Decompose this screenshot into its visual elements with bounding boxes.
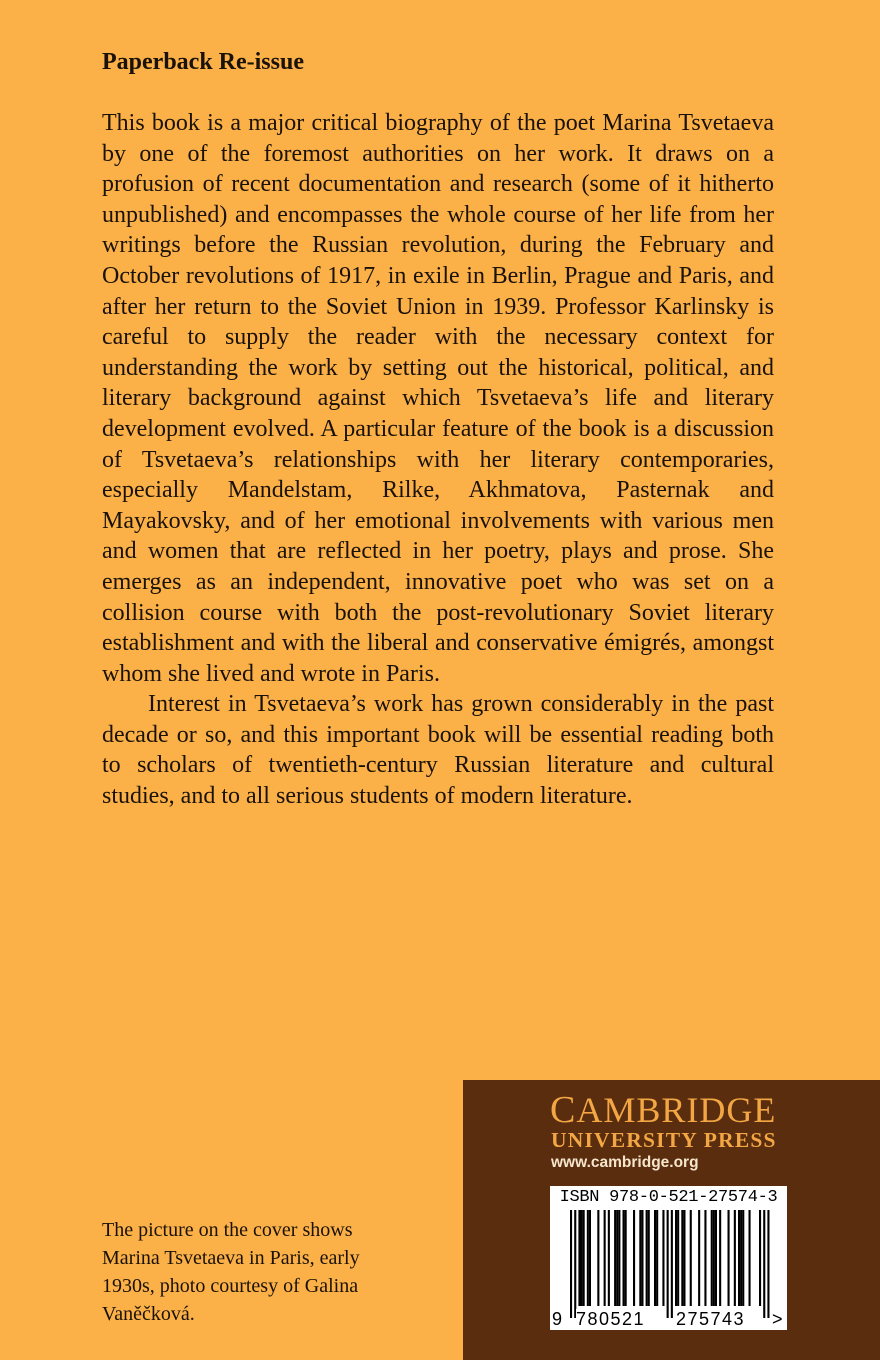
barcode-quiet-mark: >	[772, 1309, 783, 1329]
barcode-bar	[654, 1210, 656, 1306]
description-paragraph-2: Interest in Tsvetaeva’s work has grown considerably in the past decade or so, and this important book will be essential reading both to scholars of twentieth-century Russian literature and cultural studies, and to all serious students of modern literature.	[102, 691, 774, 810]
barcode-bar	[583, 1210, 585, 1306]
publisher-url: www.cambridge.org	[551, 1154, 699, 1171]
description-paragraph-1: This book is a major critical biography of the poet Marina Tsvetaeva by one of the foremost authorities on her work. It draws on a profusion of recent documentation and research (some of it hitherto unpublished) and encompasses the whole course of her life from her writings before the Russian revolution, during the February and October revolutions of 1917, in exile in Berlin, Prague and Paris, and after her return to the Soviet Union in 1939. Professor Karlinsky is careful to supply the reader with the necessary context for understanding the work by setting out the historical, political, and literary background against which Tsvetaeva’s life and literary development evolved. A particular feature of the book is a discussion of Tsvetaeva’s relationships with her literary contemporaries, especially Mandelstam, Rilke, Akhmatova, Pasternak and Mayakovsky, and of her emotional involvements with various men and women that are reflected in her poetry, plays and prose. She emerges as an independent, innovative poet who was set on a collision course with both the post-revolutionary Soviet literary establishment and with the liberal and conservative émigrés, amongst whom she lived and wrote in Paris.	[102, 110, 774, 687]
barcode-bar	[675, 1210, 677, 1306]
barcode-bar	[671, 1210, 673, 1318]
barcode-bar	[740, 1210, 742, 1306]
barcode-digits-left: 780521	[576, 1309, 646, 1329]
barcode-bar	[614, 1210, 616, 1306]
isbn-barcode	[550, 1186, 787, 1330]
barcode-bar	[618, 1210, 620, 1306]
cover-photo-caption: The picture on the cover shows Marina Tsvetaeva in Paris, early 1930s, photo courtesy of Galina Vaněčková.	[102, 1219, 360, 1325]
barcode-bar	[597, 1210, 599, 1306]
barcode-bar	[767, 1210, 769, 1318]
barcode-bar	[738, 1210, 740, 1306]
barcode-bar	[587, 1210, 589, 1306]
barcode-bar	[589, 1210, 591, 1306]
barcode-bar	[677, 1210, 679, 1306]
barcode-digit-first: 9	[552, 1309, 563, 1329]
barcode-bar	[625, 1210, 627, 1306]
barcode-bar	[641, 1210, 643, 1306]
barcode-bar	[570, 1210, 572, 1318]
barcode-bar	[728, 1210, 730, 1306]
barcode-bar	[608, 1210, 610, 1306]
barcode-bar	[639, 1210, 641, 1306]
barcode-bar	[711, 1210, 713, 1306]
barcode-bar	[690, 1210, 692, 1306]
barcode-bar	[578, 1210, 580, 1306]
barcode-bar	[633, 1210, 635, 1306]
barcode-bar	[656, 1210, 658, 1306]
logo-rest: AMBRIDGE	[576, 1090, 777, 1130]
publisher-logo-subtitle: UNIVERSITY PRESS	[551, 1128, 777, 1152]
barcode-bar	[667, 1210, 669, 1318]
barcode-bar	[704, 1210, 706, 1306]
barcode-bar	[646, 1210, 648, 1306]
barcode-bar	[734, 1210, 736, 1306]
barcode-bar	[763, 1210, 765, 1318]
barcode-bar	[616, 1210, 618, 1306]
barcode-bar	[742, 1210, 744, 1306]
barcode-bar	[713, 1210, 715, 1306]
barcode-bar	[574, 1210, 576, 1318]
barcode-bar	[715, 1210, 717, 1306]
barcode-bar	[662, 1210, 664, 1306]
book-description	[102, 108, 774, 812]
barcode-bar	[698, 1210, 700, 1306]
barcode-bar	[623, 1210, 625, 1306]
publisher-logo-name	[550, 1090, 776, 1130]
section-heading: Paperback Re-issue	[102, 49, 304, 75]
barcode-bar	[681, 1210, 683, 1306]
barcode-bar	[759, 1210, 761, 1306]
isbn-label: ISBN 978-0-521-27574-3	[559, 1188, 778, 1207]
barcode-digits-right: 275743	[676, 1309, 746, 1329]
barcode-bar	[683, 1210, 685, 1306]
barcode-bar	[581, 1210, 583, 1306]
barcode-bar	[604, 1210, 606, 1306]
logo-initial: C	[550, 1089, 577, 1131]
publisher-panel	[463, 1080, 880, 1360]
barcode-bar	[749, 1210, 751, 1306]
barcode-bar	[719, 1210, 721, 1306]
barcode-bar	[648, 1210, 650, 1306]
